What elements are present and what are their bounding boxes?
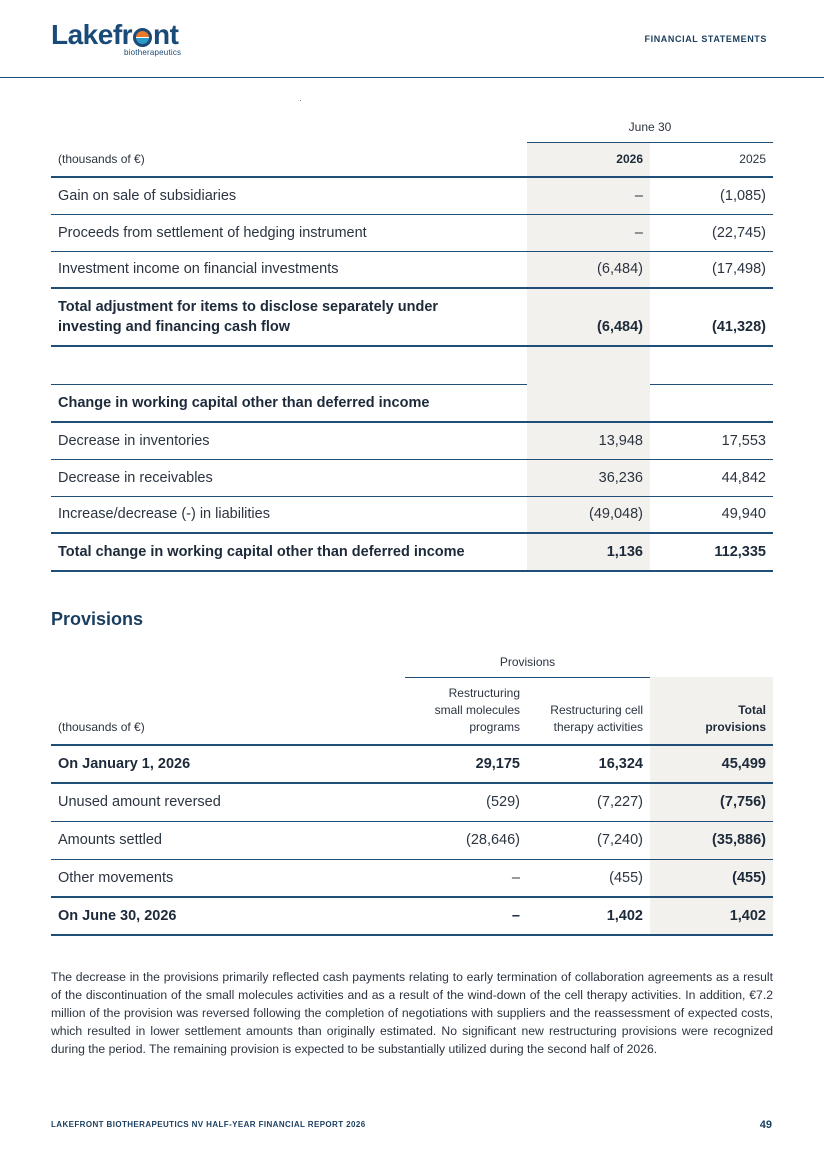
row-label: Unused amount reversed: [51, 783, 405, 821]
total-2026: (6,484): [527, 288, 650, 346]
subheading-label: Change in working capital other than deferred income: [51, 384, 527, 422]
row-label: Decrease in inventories: [51, 422, 527, 459]
row-label: On January 1, 2026: [51, 745, 405, 783]
table-row: [51, 496, 773, 533]
page-number: 49: [759, 1119, 772, 1131]
table-row: [51, 859, 773, 897]
table-subheading-row: [51, 384, 773, 422]
cell-cell-therapy: (455): [527, 859, 650, 897]
table-row: [51, 821, 773, 859]
stray-mark: [300, 100, 301, 101]
total-2025: (41,328): [650, 288, 773, 346]
cell-total: (455): [650, 859, 773, 897]
cell-small-molecules: (529): [405, 783, 527, 821]
column-header-total: Total provisions: [650, 677, 773, 745]
cell-2026: 13,948: [527, 422, 650, 459]
cell-2025: (17,498): [650, 251, 773, 288]
cell-2025: 49,940: [650, 496, 773, 533]
column-header-2026: 2026: [527, 142, 650, 177]
row-label: Investment income on financial investments: [51, 251, 527, 288]
table-header-row: [51, 142, 773, 177]
column-header-2025: 2025: [650, 142, 773, 177]
group-label: Provisions: [405, 647, 650, 677]
unit-label: (thousands of €): [51, 142, 527, 177]
cell-total: 45,499: [650, 745, 773, 783]
table-group-row: [51, 647, 773, 677]
period-label: June 30: [527, 112, 773, 142]
total-2026: 1,136: [527, 533, 650, 571]
table-row: [51, 214, 773, 251]
cell-2026: 36,236: [527, 459, 650, 496]
column-header-cell-therapy: Restructuring cell therapy activities: [527, 677, 650, 745]
table-period-row: [51, 112, 773, 142]
footer-report-title: LAKEFRONT BIOTHERAPEUTICS NV HALF-YEAR FINANCIAL REPORT 2026: [51, 1120, 366, 1129]
row-label: Increase/decrease (-) in liabilities: [51, 496, 527, 533]
cell-small-molecules: –: [405, 859, 527, 897]
page-header: [0, 0, 824, 78]
cell-total: (7,756): [650, 783, 773, 821]
logo-text-post: nt: [153, 19, 179, 50]
cell-small-molecules: –: [405, 897, 527, 935]
table-spacer-row: [51, 346, 773, 384]
row-label: Decrease in receivables: [51, 459, 527, 496]
table-row: [51, 783, 773, 821]
logo-wordmark: [51, 20, 178, 50]
row-label: Gain on sale of subsidiaries: [51, 177, 527, 214]
total-label-line2: investing and financing cash flow: [58, 319, 291, 335]
logo-text-pre: Lakefr: [51, 19, 133, 50]
provisions-note-paragraph: The decrease in the provisions primarily reflected cash payments relating to early termination of collaboration agreements as a result of the discontinuation of the small molecules activities and as a result of the wind-down of the cell therapy activities. In addition, €7.2 million of the provision was reversed following the completion of negotiations with suppliers and the reassessment of expected costs, which resulted in lower settlement amounts than originally estimated. No significant new restructuring provisions were recognized during the period. The remaining provision is expected to be substantially utilized during the second half of 2026.: [51, 970, 773, 1056]
cell-2026: (6,484): [527, 251, 650, 288]
cell-2025: 17,553: [650, 422, 773, 459]
column-header-small-molecules: Restructuring small molecules programs: [405, 677, 527, 745]
cash-flow-adjustments-table: [51, 112, 773, 572]
row-label: Other movements: [51, 859, 405, 897]
provisions-table: [51, 647, 773, 936]
header-section-label: FINANCIAL STATEMENTS: [644, 34, 767, 44]
total-label: [51, 288, 527, 346]
cell-small-molecules: (28,646): [405, 821, 527, 859]
table-closing-row: [51, 897, 773, 935]
row-label: Proceeds from settlement of hedging instrument: [51, 214, 527, 251]
table-row: [51, 251, 773, 288]
cell-cell-therapy: 16,324: [527, 745, 650, 783]
total-label-line1: Total adjustment for items to disclose separately under: [58, 299, 439, 315]
cell-total: (35,886): [650, 821, 773, 859]
total-2025: 112,335: [650, 533, 773, 571]
cell-cell-therapy: (7,227): [527, 783, 650, 821]
logo-globe-icon: [133, 28, 152, 47]
cell-small-molecules: 29,175: [405, 745, 527, 783]
table-row: [51, 459, 773, 496]
cell-cell-therapy: 1,402: [527, 897, 650, 935]
table-opening-row: [51, 745, 773, 783]
row-label: Amounts settled: [51, 821, 405, 859]
cell-cell-therapy: (7,240): [527, 821, 650, 859]
cell-2025: (22,745): [650, 214, 773, 251]
table-row: [51, 422, 773, 459]
cell-2026: (49,048): [527, 496, 650, 533]
row-label: On June 30, 2026: [51, 897, 405, 935]
total-label: Total change in working capital other than deferred income: [51, 533, 527, 571]
unit-label: (thousands of €): [51, 677, 405, 745]
table-row: [51, 177, 773, 214]
cell-total: 1,402: [650, 897, 773, 935]
table-total-row: [51, 288, 773, 346]
cell-2025: (1,085): [650, 177, 773, 214]
cell-2026: –: [527, 177, 650, 214]
company-logo: [51, 19, 182, 57]
cell-2026: –: [527, 214, 650, 251]
table-header-row: [51, 677, 773, 745]
logo-subtitle: biotherapeutics: [124, 48, 182, 57]
cell-2025: 44,842: [650, 459, 773, 496]
table-total-row: [51, 533, 773, 571]
section-title: Provisions: [51, 609, 144, 629]
